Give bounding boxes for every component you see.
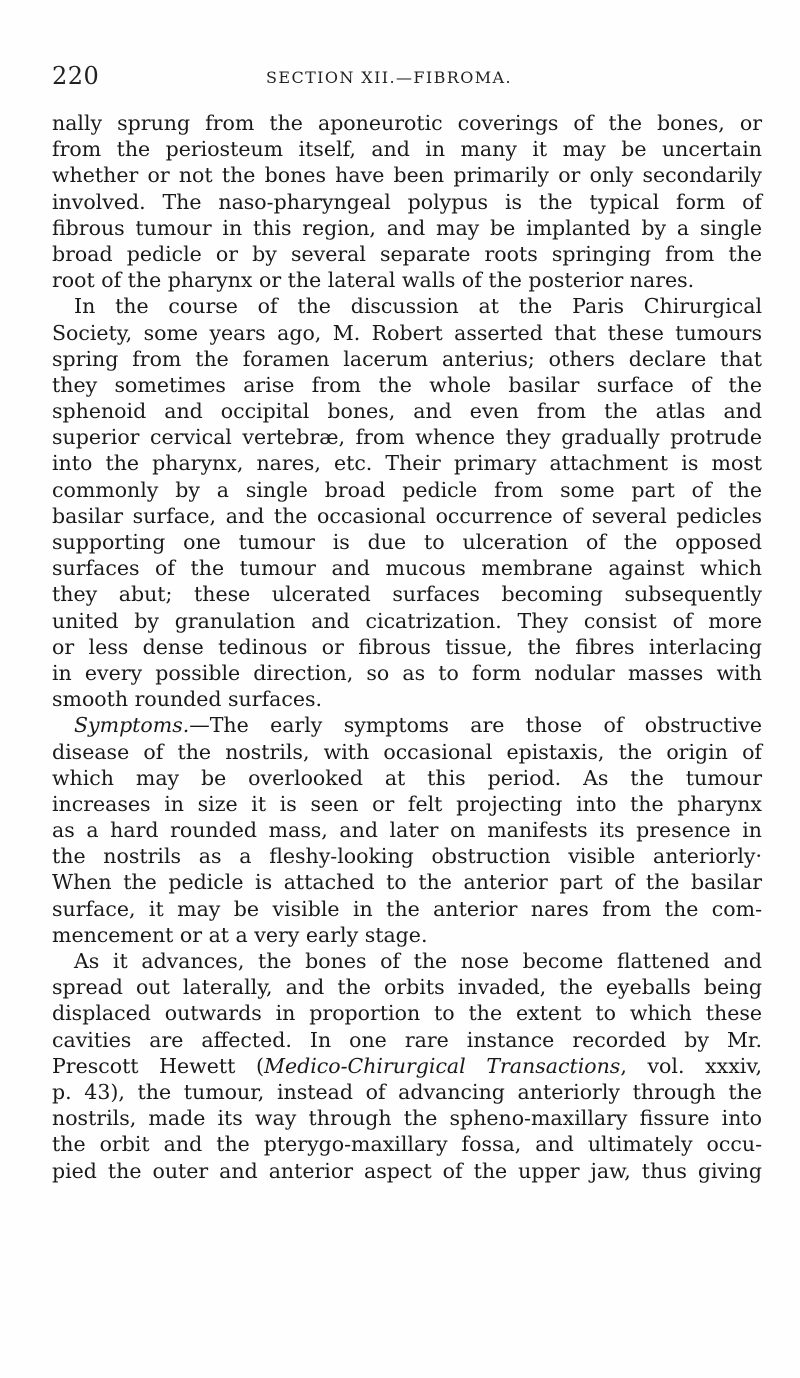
text-line: broad pedicle or by several separate roots springing from the: [52, 241, 762, 266]
section-title: SECTION XII.—FIBROMA.: [266, 68, 512, 87]
text-line: or less dense tedinous or fibrous tissue, the fibres interlacing: [52, 634, 762, 659]
text-line: superior cervical vertebræ, from whence they gradually protrude: [52, 425, 762, 450]
text-line: involved. The naso-pharyngeal polypus is the typical form of: [52, 189, 762, 214]
body-text: [52, 110, 762, 1184]
paragraph-start-line: [52, 712, 762, 738]
text-run: —The early symptoms are those of obstructive: [189, 713, 762, 738]
text-line: united by granulation and cicatrization. They consist of more: [52, 608, 762, 633]
text-line: displaced outwards in proportion to the extent to which these: [52, 1001, 762, 1026]
text-line: pied the outer and anterior aspect of the upper jaw, thus giving: [52, 1158, 762, 1183]
text-line: into the pharynx, nares, etc. Their primary attachment is most: [52, 451, 762, 476]
text-line: they sometimes arise from the whole basilar surface of the: [52, 372, 762, 397]
text-line: they abut; these ulcerated surfaces becoming subsequently: [52, 582, 762, 607]
running-head: [52, 62, 752, 90]
text-line: the orbit and the pterygo-maxillary fossa, and ultimately occu-: [52, 1132, 762, 1157]
text-line: as a hard rounded mass, and later on manifests its presence in: [52, 818, 762, 843]
text-line: smooth rounded surfaces.: [52, 687, 323, 712]
text-line: whether or not the bones have been primarily or only secondarily: [52, 163, 762, 188]
text-line: in every possible direction, so as to form nodular masses with: [52, 660, 762, 685]
text-line: spread out laterally, and the orbits invaded, the eyeballs being: [52, 975, 762, 1000]
text-line: disease of the nostrils, with occasional epistaxis, the origin of: [52, 739, 762, 764]
text-line: basilar surface, and the occasional occurrence of several pedicles: [52, 503, 762, 528]
text-run: Prescott Hewett (: [52, 1053, 264, 1078]
symptoms-heading: Symptoms.: [74, 713, 190, 738]
text-line: nostrils, made its way through the spheno-maxillary fissure into: [52, 1106, 762, 1131]
text-run: , vol. xxxiv,: [620, 1053, 763, 1078]
text-line: surface, it may be visible in the anterior nares from the com-: [52, 896, 762, 921]
text-line: spring from the foramen lacerum anterius; others declare that: [52, 346, 762, 371]
text-line: p. 43), the tumour, instead of advancing anteriorly through the: [52, 1079, 762, 1104]
text-line: nally sprung from the aponeurotic coverings of the bones, or: [52, 111, 762, 135]
text-line: When the pedicle is attached to the anterior part of the basilar: [52, 870, 762, 895]
text-line: surfaces of the tumour and mucous membrane against which: [52, 556, 762, 581]
text-line: supporting one tumour is due to ulceration of the opposed: [52, 530, 762, 554]
text-line: mencement or at a very early stage.: [52, 922, 428, 947]
text-line: which may be overlooked at this period. As the tumour: [52, 765, 762, 790]
journal-title: Medico-Chirurgical Transactions: [263, 1053, 621, 1078]
text-line: increases in size it is seen or felt projecting into the pharynx: [52, 791, 762, 816]
text-line: fibrous tumour in this region, and may be implanted by a single: [52, 215, 762, 240]
text-line: the nostrils as a fleshy-looking obstruction visible anteriorly·: [52, 844, 762, 869]
text-line: Society, some years ago, M. Robert asserted that these tumours: [52, 320, 762, 345]
text-line: [52, 1053, 762, 1079]
text-line: from the periosteum itself, and in many it may be uncertain: [52, 137, 762, 162]
paragraph-start-line: As it advances, the bones of the nose become flattened and: [74, 949, 762, 973]
text-line: cavities are affected. In one rare instance recorded by Mr.: [52, 1027, 762, 1052]
text-line: root of the pharynx or the lateral walls of the posterior nares.: [52, 268, 695, 293]
paragraph-start-line: In the course of the discussion at the Paris Chirurgical: [74, 294, 762, 319]
text-line: commonly by a single broad pedicle from some part of the: [52, 477, 762, 502]
text-line: sphenoid and occipital bones, and even from the atlas and: [52, 399, 762, 424]
page-number: 220: [52, 62, 100, 90]
